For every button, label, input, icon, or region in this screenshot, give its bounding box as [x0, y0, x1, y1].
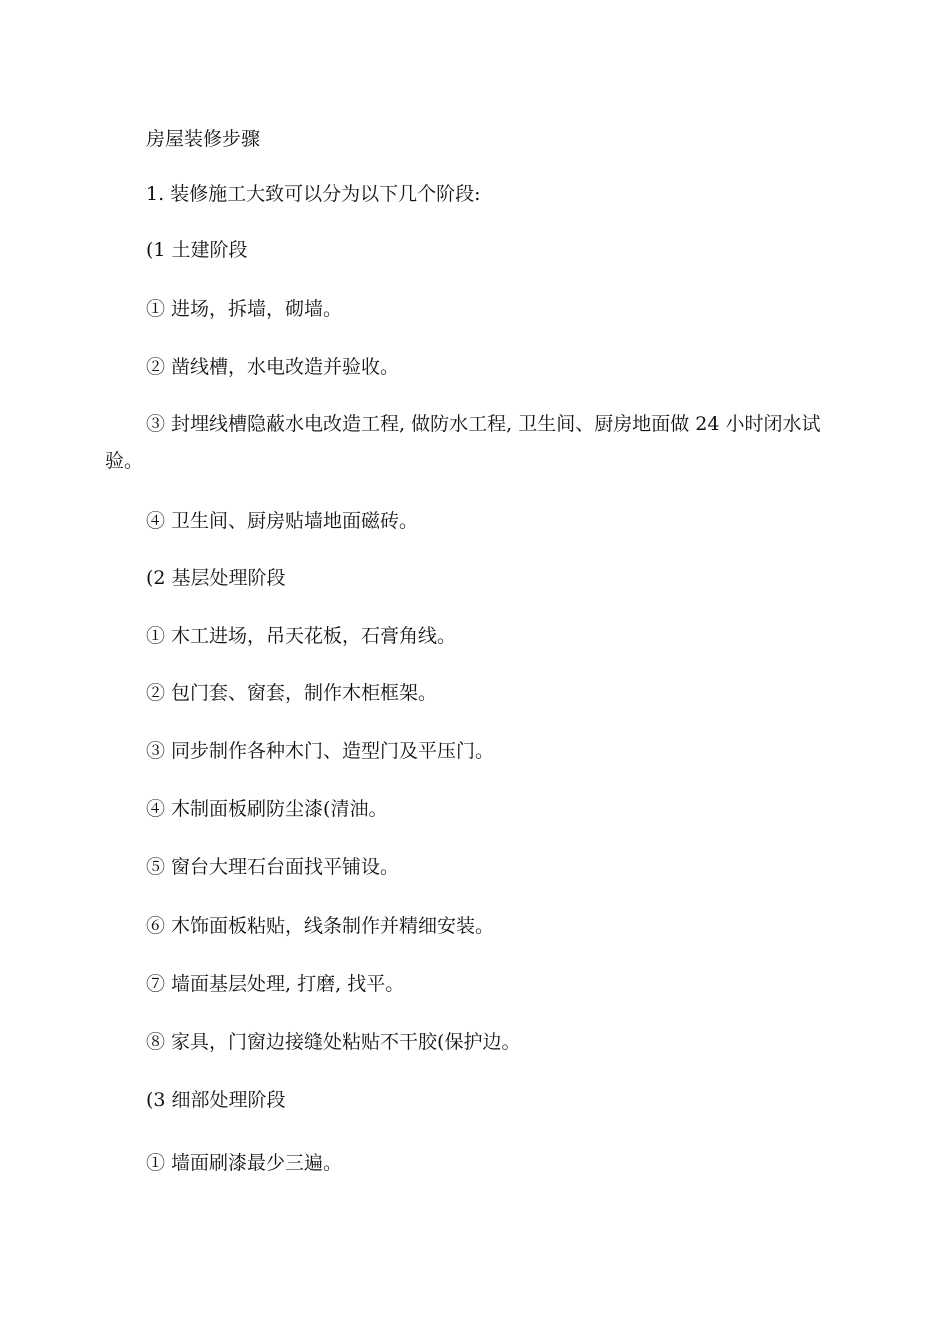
stage2-item-3: ③ 同步制作各种木门、造型门及平压门。 — [146, 740, 495, 762]
stage3-heading: (3 细部处理阶段 — [146, 1089, 286, 1111]
stage3-item-1: ① 墙面刷漆最少三遍。 — [146, 1152, 343, 1174]
stage2-item-7: ⑦ 墙面基层处理, 打磨, 找平。 — [146, 973, 405, 995]
stage2-item-2: ② 包门套、窗套，制作木柜框架。 — [146, 682, 438, 704]
stage2-item-8: ⑧ 家具，门窗边接缝处粘贴不干胶(保护边。 — [146, 1031, 521, 1053]
stage2-heading: (2 基层处理阶段 — [146, 567, 286, 589]
stage1-item-3: ③ 封埋线槽隐蔽水电改造工程, 做防水工程, 卫生间、厨房地面做 24 小时闭水试验。 — [105, 413, 821, 472]
stage1-heading: (1 土建阶段 — [146, 239, 248, 261]
stage2-item-5: ⑤ 窗台大理石台面找平铺设。 — [146, 856, 400, 878]
stage2-item-1: ① 木工进场，吊天花板，石膏角线。 — [146, 625, 457, 647]
stage1-item-4: ④ 卫生间、厨房贴墙地面磁砖。 — [146, 510, 419, 532]
stage2-item-6: ⑥ 木饰面板粘贴，线条制作并精细安装。 — [146, 915, 495, 937]
intro-line: 1. 装修施工大致可以分为以下几个阶段: — [146, 183, 481, 205]
stage1-item-1: ① 进场，拆墙，砌墙。 — [146, 298, 343, 320]
stage1-item-2: ② 凿线槽，水电改造并验收。 — [146, 356, 400, 378]
stage2-item-4: ④ 木制面板刷防尘漆(清油。 — [146, 798, 388, 820]
document-title: 房屋装修步骤 — [146, 128, 261, 150]
